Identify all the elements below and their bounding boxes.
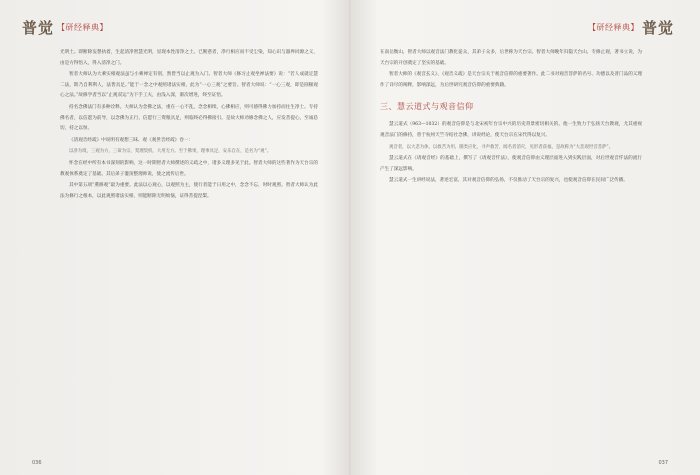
body-paragraph: 《清观音经疏》中说明有观想三昧、观《观世音经疏》卷一： [69, 137, 194, 143]
body-paragraph: 慧云道式一生讲经说法，著述宏富，其对观音信仰的弘扬，不仅推动了天台宗的复兴，也使观音信仰在民间广泛传播。 [389, 178, 628, 184]
running-header [588, 17, 674, 38]
body-paragraph: 智者大师认为大乘实相观法虽与小乘禅定有别，然皆当以止观为入门。智者大师《修习止观坐禅法要》说：“若人成就定慧二法，斯乃自利利人，法皆具足。”能于一念之中观照诸法实相，此为“一心三观”之要旨。智者大师说：“一心三观，即是圆顿观心之法。”故修学者当以“止观双运”为下手工夫，由浅入深，渐次增进，终至证悟。 [60, 72, 318, 99]
section-label: 【研经释典】 [587, 23, 639, 32]
right-page [350, 0, 700, 475]
running-header [22, 17, 108, 38]
body-paragraph: 光明土。即断除妄想执着，生起清净智慧光明，显现本性清净之土。已断惑者，净行相应而不受尘染，知心识与器界同源之义，由是方得悟入，得入清净之门。 [60, 50, 318, 66]
section-heading: 三、慧云道式与观音信仰 [380, 102, 474, 112]
journal-logo: 普觉 [22, 19, 55, 37]
block-quote: 观音者，以大悲为体，以救苦为用，随类应化，寻声救苦，闻名者消灾，见形者获福，是故称为“大悲观世音菩萨”。 [389, 144, 614, 150]
page-number: 037 [658, 460, 668, 466]
body-paragraph: 慧云道式在《请观音经》的基础上，撰写了《请观音忏法》，使观音信仰由义理层面进入到实践层面，对后世观音忏法的流行产生了深远影响。 [380, 156, 642, 172]
journal-logo: 普觉 [641, 19, 674, 37]
body-paragraph: 其中第五项“熏修观”最为重要。此法以心观心，以观照为主，使行者能于日用之中，念念不忘，时时观照。智者大师认为此法为修行之根本，以此观照诸法实相，则能断除无明烦恼，证得菩提涅槃。 [60, 183, 318, 199]
left-text-column [60, 48, 318, 203]
body-paragraph: 怀念在经中所有本书深刻的影响，这一时期智者大师撰述的义疏之中，诸多义理多见于此。智者大师的这些著作为天台宗的教观体系奠定了基础。其后弟子灌顶整理师说，使之流传后世。 [60, 160, 318, 177]
section-label: 【研经释典】 [57, 23, 109, 32]
body-paragraph: 智者大师的《观音玄义》、《观音义疏》是天台宗关于观音信仰的重要著作。此二书对观音菩萨的名号、功德以及普门品的义理作了详尽的阐释，影响深远，为后世研究观音信仰的重要典籍。 [380, 72, 642, 88]
block-quote: 以净为境，三观为方，三谛为宗，契理契机，大用无方。至于佛果，理事具足，安乐自在，是名为“观”。 [69, 149, 272, 155]
body-paragraph: 慧云道式（963—1032）的观音信仰是与北宋初年台宗中兴的历史背景密切相关的。他一生致力于弘扬天台教观，尤其重视观音法门的修持，曾于杭州天竺寺结社念佛，讲说经论，使天台宗在宋代得以复兴。 [380, 122, 642, 138]
right-text-column [380, 48, 642, 188]
body-paragraph: 持名念佛法门有多种诠释。大师认为念佛之法，重在一心不乱，念念相续，心佛相应，则可感得佛力加持而往生净土。专持佛名者，以信愿为前导，以念佛为正行，信愿行三资粮具足，则临终必得佛接引。是故大师劝修念佛之人，应发菩提心，至诚恳切，持之以恒。 [60, 104, 318, 132]
page-number: 036 [32, 460, 42, 466]
body-paragraph: 在南岳衡山，智者大师以观音法门教化徒众，其弟子众多，后世称为天台宗。智者大师晚年归隐天台山，专修止观，著书立说，为天台宗的开创奠定了坚实的基础。 [380, 50, 642, 66]
